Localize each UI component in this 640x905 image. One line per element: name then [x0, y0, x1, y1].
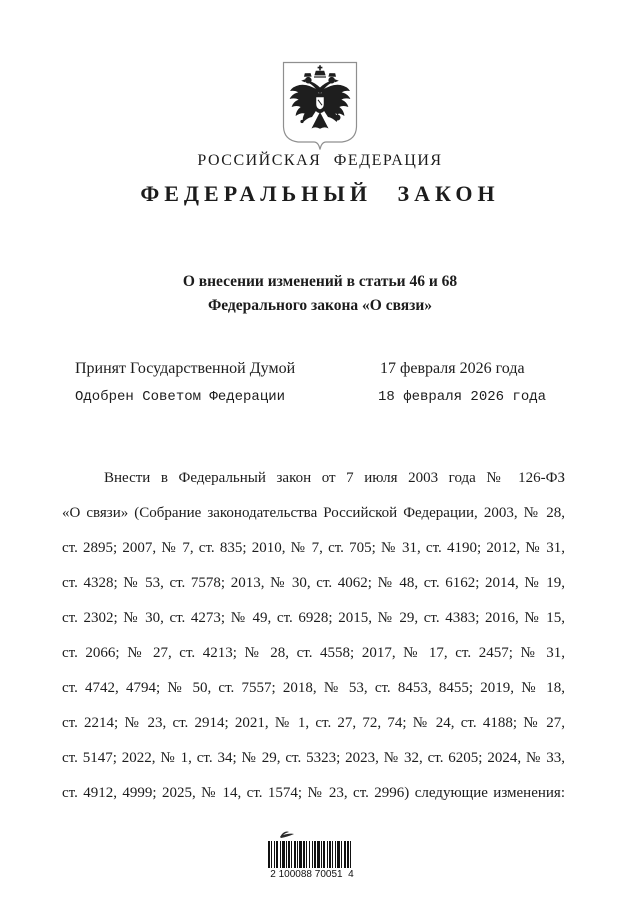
body-line: ст. 2302; № 30, ст. 4273; № 49, ст. 6928; 2015, № 29, ст. 4383; 2016, № 15,: [62, 610, 565, 626]
body-line: Внести в Федеральный закон от 7 июля 2003 года № 126-ФЗ: [104, 470, 565, 486]
body-line: «О связи» (Собрание законодательства Российской Федерации, 2003, № 28,: [62, 505, 565, 521]
body-line: ст. 5147; 2022, № 1, ст. 34; № 29, ст. 5323; 2023, № 32, ст. 6205; 2024, № 33,: [62, 750, 565, 766]
body-line: ст. 2066; № 27, ст. 4213; № 28, ст. 4558; 2017, № 17, ст. 2457; № 31,: [62, 645, 565, 661]
barcode-bars: [268, 841, 352, 868]
barcode-number: 2 100088 70051 4: [270, 869, 354, 880]
law-title: [0, 270, 640, 317]
adopted-by-duma-label: Принят Государственной Думой: [75, 360, 296, 377]
law-body-paragraph: [62, 461, 565, 811]
body-line: ст. 2214; № 23, ст. 2914; 2021, № 1, ст. 27, 72, 74; № 24, ст. 4188; № 27,: [62, 715, 565, 731]
body-line: ст. 4328; № 53, ст. 7578; 2013, № 30, ст. 4062; № 48, ст. 6162; 2014, № 19,: [62, 575, 565, 591]
body-line: ст. 2895; 2007, № 7, ст. 835; 2010, № 7, ст. 705; № 31, ст. 4190; 2012, № 31,: [62, 540, 565, 556]
ink-smudge-mark: [276, 828, 300, 840]
body-line: ст. 4742, 4794; № 50, ст. 7557; 2018, № 53, ст. 8453, 8455; 2019, № 18,: [62, 680, 565, 696]
approved-by-council-date: 18 февраля 2026 года: [378, 389, 547, 405]
russian-coat-of-arms-icon: [281, 60, 359, 154]
approved-by-council-label: Одобрен Советом Федерации: [75, 389, 286, 405]
country-heading: РОССИЙСКАЯ ФЕДЕРАЦИЯ: [197, 152, 443, 169]
adopted-by-duma-date: 17 февраля 2026 года: [380, 360, 525, 377]
law-title-line-1: О внесении изменений в статьи 46 и 68: [182, 273, 458, 290]
law-title-line-2: Федерального закона «О связи»: [207, 296, 433, 314]
body-line: ст. 4912, 4999; 2025, № 14, ст. 1574; № 23, ст. 2996) следующие изменения:: [62, 785, 565, 801]
document-type-heading: ФЕДЕРАЛЬНЫЙ ЗАКОН: [140, 181, 500, 206]
